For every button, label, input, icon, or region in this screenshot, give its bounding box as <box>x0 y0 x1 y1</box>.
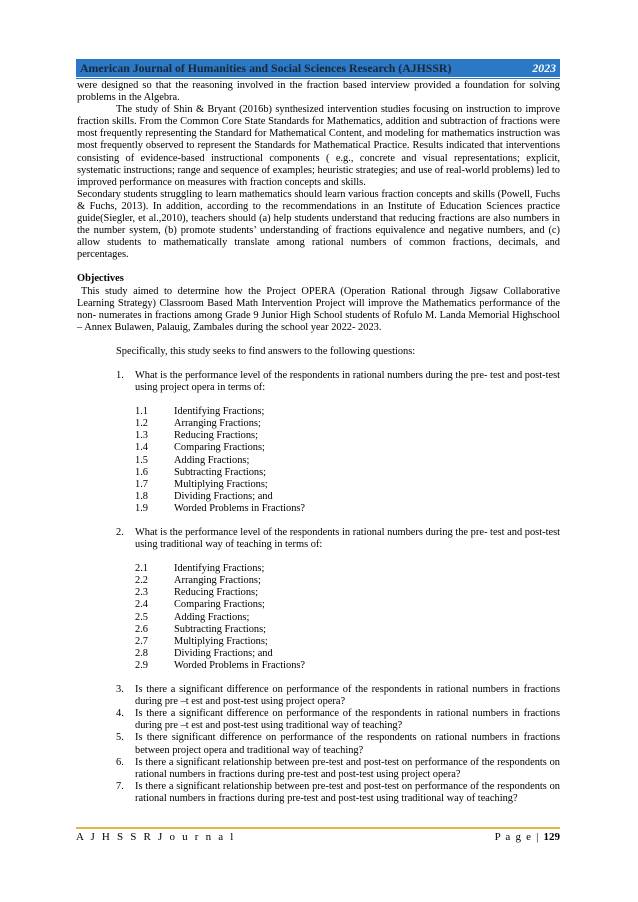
sublist-item: 1.1 Identifying Fractions; <box>135 406 265 418</box>
question-item <box>116 370 560 394</box>
footer-journal: A J H S S R J o u r n a l <box>76 831 236 843</box>
page-number: 129 <box>543 831 560 843</box>
sublist-item: 2.5 Adding Fractions; <box>135 611 250 623</box>
question-text: What is the performance level of the respondents in rational numbers during the pre- test and post-test using traditional way of teaching in terms of: <box>135 527 560 551</box>
journal-year: 2023 <box>532 60 556 75</box>
sublist-item: 1.2 Arranging Fractions; <box>135 418 261 430</box>
header-rule <box>76 78 560 79</box>
question-text: What is the performance level of the respondents in rational numbers during the pre- test and post-test using project opera in terms of: <box>135 369 560 394</box>
question-item: 6. Is there a significant relationship between pre-test and post-test on performance of the respondents on rational numbers in fractions during pre-test and post-test using project opera? <box>116 756 560 780</box>
sublist-item: 1.6 Subtracting Fractions; <box>135 466 267 478</box>
sublist-item: 2.6 Subtracting Fractions; <box>135 623 267 635</box>
sublist-item: 2.1 Identifying Fractions; <box>135 563 265 575</box>
sublist-item: 2.3 Reducing Fractions; <box>135 587 258 599</box>
sublist-item: 1.9 Worded Problems in Fractions? <box>135 502 306 514</box>
sublist-item: 1.8 Dividing Fractions; and <box>135 490 273 502</box>
paragraph-3: Secondary students struggling to learn mathematics should learn various fraction concepts and skills (Powell, Fuchs & Fuchs, 2013). In addition, according to the recommendations in an Institute of Education Sciences practice guide(Siegler, et al.,2010), teachers should (a) help students understand that reducing fractions are also numbers in the number system, (b) promote students’ understanding of fractions equivalence and negative numbers, and (c) allow students to mathematically translate among rational numbers of common fractions, decimals, and percentages. <box>77 188 560 261</box>
sublist-2 <box>135 563 560 672</box>
sublist-item: 2.8 Dividing Fractions; and <box>135 647 273 659</box>
question-item: 5. Is there significant difference on performance of the respondents on rational numbers in fractions between project opera and traditional way of teaching? <box>116 732 560 756</box>
paragraph-2: The study of Shin & Bryant (2016b) synthesized intervention studies focusing on instruction to improve fraction skills. From the Common Core State Standards for Mathematics, addition and subtraction of fractions were most frequently representing the Standard for Mathematical Content, and modeling for mathematics instruction was most frequently observed to represent the Standards for Mathematical Practice. Results indicated that interventions consisting of evidence-based instructional components ( e.g., concrete and visual representations; explicit, systematic instructions; range and sequence of examples; heuristic strategies; and use of real-world problems) led to improved performance on measures with fraction concepts and skills. <box>77 104 560 188</box>
paragraph-1: were designed so that the reasoning involved in the fraction based interview provided a foundation for solving problems in the Algebra. <box>77 80 560 104</box>
question-item: 4. Is there a significant difference on performance of the respondents in rational numbers in fractions during pre –t est and post-test using traditional way of teaching? <box>116 708 560 732</box>
objectives-heading: Objectives <box>77 273 124 285</box>
sublist-1 <box>135 406 560 515</box>
sublist-item: 2.9 Worded Problems in Fractions? <box>135 659 306 671</box>
question-number: 1. <box>116 369 124 381</box>
question-item <box>116 527 560 551</box>
page-body <box>77 80 560 805</box>
page-number-label: P a g e | 129 <box>494 831 560 843</box>
sublist-item: 2.7 Multiplying Fractions; <box>135 635 268 647</box>
questions-intro: Specifically, this study seeks to find answers to the following questions: <box>116 345 416 357</box>
question-number: 2. <box>116 527 124 538</box>
objectives-text: This study aimed to determine how the Project OPERA (Operation Rational through Jigsaw Collaborative Learning Strategy) Classroom Based Math Intervention Project will improve the Mathematics performance of the non- numerates in fractions among Grade 9 Junior High School students of Rofulo M. Landa Memorial Highschool – Annex Bulawen, Palauig, Zambales during the school year 2022- 2023. <box>77 285 560 333</box>
page-footer <box>76 829 560 845</box>
question-item: 3. Is there a significant difference on performance of the respondents in rational numbers in fractions during pre –t est and post-test using project opera? <box>116 684 560 708</box>
sublist-item: 1.3 Reducing Fractions; <box>135 430 258 442</box>
question-item: 7. Is there a significant relationship between pre-test and post-test on performance of the respondents on rational numbers in fractions during pre-test and post-test using traditional way of teaching? <box>116 780 560 804</box>
sublist-item: 1.7 Multiplying Fractions; <box>135 478 268 490</box>
sublist-item: 1.5 Adding Fractions; <box>135 454 250 466</box>
sublist-item: 2.2 Arranging Fractions; <box>135 575 261 587</box>
journal-header <box>76 59 560 77</box>
journal-title: American Journal of Humanities and Social Sciences Research (AJHSSR) <box>80 60 452 75</box>
sublist-item: 2.4 Comparing Fractions; <box>135 599 265 611</box>
sublist-item: 1.4 Comparing Fractions; <box>135 442 265 454</box>
